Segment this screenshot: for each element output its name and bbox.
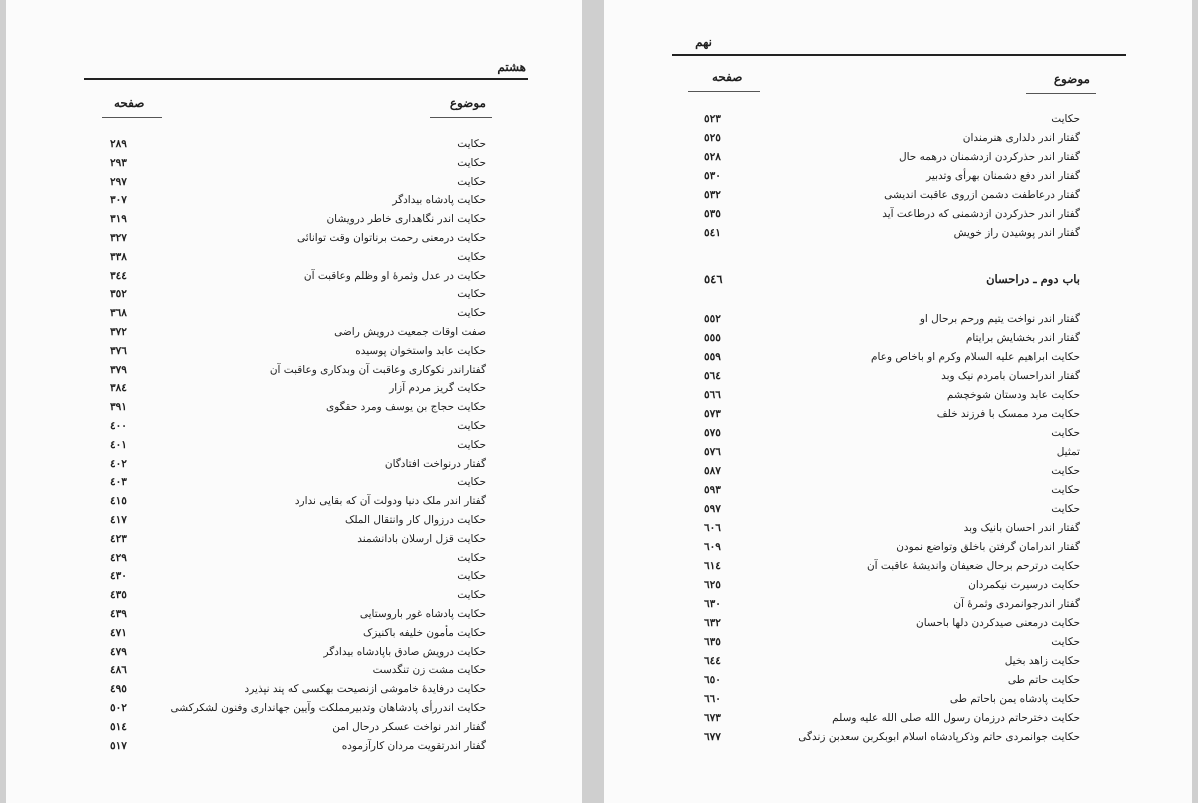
toc-entry <box>604 205 1192 223</box>
toc-entry-title: گفتار اندر نواخت عسکر درحال امن <box>332 720 486 733</box>
toc-entry <box>6 210 582 228</box>
toc-entry-title: گفتار درنواخت افتادگان <box>384 457 486 470</box>
toc-entry-page-number: ٦٣٠ <box>704 598 721 610</box>
toc-entry-title: باب دوم ـ دراحسان <box>986 272 1080 286</box>
toc-entry-page-number: ٥٣٠ <box>704 170 721 182</box>
toc-entry-title: حکایت پادشاه بیدادگر <box>392 194 486 207</box>
toc-entry <box>604 310 1192 328</box>
toc-entry <box>6 135 582 153</box>
toc-entry-page-number: ٤٣٩ <box>110 608 127 620</box>
toc-entry-title: حکایت ابراهیم علیه السلام وکرم او باخاص وعام <box>870 351 1080 363</box>
toc-entry <box>6 718 582 736</box>
toc-entry <box>6 737 582 755</box>
toc-entry-title: حکایت درمعنی صیدکردن دلها باحسان <box>915 617 1080 629</box>
toc-entry-page-number: ٥١٧ <box>110 739 127 752</box>
toc-entry-title: گفتار اندرتقویت مردان کارآزموده <box>341 739 486 752</box>
toc-entry <box>6 285 582 303</box>
toc-entry <box>604 557 1192 575</box>
toc-entry-title: گفتار اندر دلداری هنرمندان <box>962 132 1080 144</box>
toc-entry-page-number: ٦٧٣ <box>704 712 721 724</box>
toc-entry <box>604 186 1192 204</box>
toc-entry-page-number: ٥٤١ <box>704 227 721 239</box>
toc-entry-page-number: ٦٠٦ <box>704 522 721 534</box>
toc-entry-page-number: ٣٧٢ <box>110 326 127 338</box>
toc-entry-title: گفتار اندر پوشیدن راز خویش <box>953 227 1080 239</box>
toc-entry-title: حکایت <box>457 138 486 150</box>
toc-entry-page-number: ٤٢٣ <box>110 532 127 545</box>
toc-entry-page-number: ٢٩٧ <box>110 175 127 188</box>
column-heading-topic: موضوع <box>1053 72 1090 86</box>
toc-entry <box>604 405 1192 423</box>
toc-entry-page-number: ٤١٧ <box>110 514 127 526</box>
toc-list <box>604 0 1192 803</box>
toc-entry-page-number: ٤٠١ <box>110 438 127 451</box>
toc-entry-title: حکایت <box>1051 503 1080 515</box>
toc-entry-title: حکایت <box>457 438 486 451</box>
toc-entry <box>604 595 1192 613</box>
toc-entry-page-number: ٥٢٣ <box>704 113 721 125</box>
toc-entry <box>604 500 1192 518</box>
toc-entry-title: صفت اوقات جمعیت درویش راضی <box>334 326 486 338</box>
toc-entry-page-number: ٥٨٧ <box>704 465 721 477</box>
toc-entry-page-number: ٥٩٧ <box>704 503 721 515</box>
toc-entry-title: گفتار اندر احسان بانیک وبد <box>963 522 1080 534</box>
toc-entry <box>6 624 582 642</box>
toc-entry <box>6 267 582 285</box>
toc-entry-page-number: ٣١٩ <box>110 213 127 226</box>
toc-entry <box>6 605 582 623</box>
toc-entry-title: حکایت درترحم برحال ضعیفان واندیشهٔ عاقبت آن <box>866 560 1080 572</box>
toc-entry-title: حکایت مرد ممسک با فرزند خلف <box>936 408 1080 420</box>
toc-entry-title: گفتار اندرامان گرفتن باخلق وتواضع نمودن <box>896 541 1080 553</box>
toc-entry-title: گفتار درعاطفت دشمن ازروی عاقبت اندیشی <box>884 189 1080 201</box>
toc-entry-title: حکایت درویش صادق باپادشاه بیدادگر <box>323 645 486 658</box>
toc-entry <box>6 323 582 341</box>
toc-entry-title: حکایت حجاج بن یوسف ومرد حقگوی <box>326 401 486 414</box>
toc-entry <box>604 576 1192 594</box>
toc-entry-page-number: ٥٥٩ <box>704 351 721 363</box>
toc-entry-title: حکایت درمعنی رحمت برناتوان وقت توانائی <box>297 232 486 244</box>
toc-entry-page-number: ٤٩٥ <box>110 683 127 696</box>
toc-list <box>6 0 582 803</box>
toc-entry-page-number: ٦١٤ <box>704 560 721 572</box>
toc-entry-title: گفتار اندر ملک دنیا ودولت آن که بقایی ندارد <box>294 495 486 508</box>
toc-entry-title: حکایت <box>457 551 486 564</box>
toc-entry <box>604 614 1192 632</box>
toc-entry-title: حکایت قزل ارسلان بادانشمند <box>357 532 486 545</box>
toc-entry-title: حکایت پادشاه غور باروستایی <box>359 608 486 620</box>
toc-entry-page-number: ٤٠٠ <box>110 420 127 432</box>
toc-entry <box>6 398 582 416</box>
toc-entry-page-number: ٥٢٨ <box>704 151 721 163</box>
toc-entry-title: حکایت <box>457 156 486 169</box>
toc-entry <box>6 473 582 491</box>
toc-entry-page-number: ٣٥٢ <box>110 288 127 301</box>
toc-entry-title: گفتار اندر بخشایش برایتام <box>965 332 1080 344</box>
toc-entry-page-number: ٣٧٩ <box>110 363 127 376</box>
toc-entry <box>604 690 1192 708</box>
toc-entry-page-number: ٥١٤ <box>110 720 127 733</box>
toc-entry-page-number: ٦٧٧ <box>704 731 721 743</box>
toc-entry-page-number: ٤٢٩ <box>110 551 127 564</box>
toc-entry-title: حکایت <box>457 175 486 188</box>
toc-entry-page-number: ٥٦٤ <box>704 370 721 382</box>
toc-entry <box>6 379 582 397</box>
toc-entry-title: حکایت جوانمردی حاتم وذکرپادشاه اسلام ابوبکربن سعدبن زندگی <box>798 731 1080 743</box>
toc-entry <box>604 633 1192 651</box>
toc-entry <box>6 173 582 191</box>
toc-entry-page-number: ٦٣٢ <box>704 617 721 629</box>
toc-chapter-heading <box>604 270 1192 288</box>
toc-entry-page-number: ٥٥٢ <box>704 313 721 325</box>
toc-entry-page-number: ٦٥٠ <box>704 674 721 686</box>
toc-entry <box>604 462 1192 480</box>
toc-entry-page-number: ٥٤٦ <box>704 272 723 286</box>
toc-entry-title: گفتار اندر نواخت یتیم ورحم برحال او <box>919 313 1080 325</box>
left-page <box>6 0 582 803</box>
toc-entry <box>6 530 582 548</box>
toc-entry-title: حکایت <box>457 307 486 320</box>
toc-entry-page-number: ٦٠٩ <box>704 541 721 553</box>
toc-entry <box>604 424 1192 442</box>
toc-entry-title: حکایت پادشاه یمن باحاتم طی <box>949 693 1080 705</box>
toc-entry <box>6 567 582 585</box>
toc-entry-title: حکایت عابد ودستان شوخچشم <box>946 389 1080 401</box>
toc-entry <box>6 229 582 247</box>
toc-entry <box>604 110 1192 128</box>
toc-entry <box>604 129 1192 147</box>
toc-entry-title: حکایت <box>1051 427 1080 439</box>
toc-entry <box>6 154 582 172</box>
toc-entry <box>604 386 1192 404</box>
toc-entry <box>604 728 1192 746</box>
toc-entry-page-number: ٦٦٠ <box>704 693 721 705</box>
toc-entry <box>6 248 582 266</box>
toc-entry-page-number: ٣٧٦ <box>110 344 127 357</box>
toc-entry-page-number: ٦٢٥ <box>704 579 721 591</box>
toc-entry-page-number: ٣٢٧ <box>110 232 127 244</box>
toc-entry-page-number: ٣٦٨ <box>110 307 127 320</box>
toc-entry-title: گفتار اندر حذرکردن ازدشمنان درهمه حال <box>898 151 1080 163</box>
toc-entry <box>604 519 1192 537</box>
toc-entry-page-number: ٦٤٤ <box>704 655 721 667</box>
toc-entry <box>6 191 582 209</box>
toc-entry <box>6 643 582 661</box>
toc-entry <box>6 586 582 604</box>
toc-entry-title: حکایت مأمون خلیفه باکنیزک <box>362 626 486 639</box>
toc-entry <box>6 549 582 567</box>
toc-entry <box>604 367 1192 385</box>
toc-entry <box>604 443 1192 461</box>
toc-entry <box>6 304 582 322</box>
toc-entry <box>6 511 582 529</box>
toc-entry-title: گفتار اندر حذرکردن ازدشمنی که درطاعت آید <box>882 208 1080 220</box>
toc-entry-title: حکایت <box>457 250 486 263</box>
toc-entry-title: حکایت <box>1051 113 1080 125</box>
toc-entry-page-number: ٥٩٣ <box>704 484 721 496</box>
toc-entry-title: حکایت عابد واستخوان پوسیده <box>355 344 486 357</box>
toc-entry-page-number: ٤٧٩ <box>110 645 127 658</box>
toc-entry <box>604 148 1192 166</box>
toc-entry-title: حکایت اندررأی پادشاهان وتدبیرمملکت وآیین جهانداری وفنون لشکرکشی <box>170 702 486 714</box>
toc-entry-page-number: ٣٠٧ <box>110 194 127 207</box>
toc-entry-title: حکایت در عدل وثمرهٔ او وظلم وعاقبت آن <box>303 269 486 282</box>
toc-entry-title: حکایت <box>457 288 486 301</box>
toc-entry <box>6 699 582 717</box>
toc-entry-title: حکایت گریز مردم آزار <box>389 382 486 395</box>
toc-entry <box>604 224 1192 242</box>
toc-entry-title: گفتار اندراحسان بامردم نیک وبد <box>941 370 1080 382</box>
toc-entry-title: حکایت زاهد بخیل <box>1004 655 1080 667</box>
toc-entry-title: حکایت <box>457 570 486 583</box>
toc-entry-title: حکایت مشت زن تنگدست <box>372 664 486 677</box>
toc-entry-page-number: ٥٧٥ <box>704 427 721 439</box>
toc-entry-title: گفتار اندرجوانمردی وثمرهٔ آن <box>953 598 1080 610</box>
toc-entry-title: حکایت <box>457 589 486 602</box>
toc-entry <box>604 538 1192 556</box>
toc-entry-page-number: ٤٧١ <box>110 626 127 639</box>
toc-entry-title: تمثیل <box>1056 446 1080 458</box>
toc-entry-title: حکایت <box>457 420 486 432</box>
toc-entry-page-number: ٥٣٥ <box>704 208 721 220</box>
toc-entry-page-number: ٤٠٢ <box>110 457 127 470</box>
toc-entry-page-number: ٥٢٥ <box>704 132 721 144</box>
column-heading-topic: موضوع <box>449 96 486 110</box>
toc-entry <box>6 680 582 698</box>
toc-entry-page-number: ٥٠٢ <box>110 702 127 714</box>
toc-entry <box>6 455 582 473</box>
toc-entry-page-number: ٢٩٣ <box>110 156 127 169</box>
column-heading-page: صفحه <box>114 96 145 110</box>
toc-entry-page-number: ٥٦٦ <box>704 389 721 401</box>
toc-entry-title: گفتار اندر دفع دشمنان بهرأی وتدبیر <box>926 170 1080 182</box>
toc-entry-page-number: ٤١٥ <box>110 495 127 508</box>
toc-entry-title: حکایت حاتم طی <box>1007 674 1080 686</box>
toc-entry <box>604 709 1192 727</box>
toc-entry-page-number: ٢٨٩ <box>110 138 127 150</box>
toc-entry-page-number: ٥٥٥ <box>704 332 721 344</box>
toc-entry-page-number: ٦٣٥ <box>704 636 721 648</box>
toc-entry-page-number: ٤٣٠ <box>110 570 127 583</box>
toc-entry <box>6 436 582 454</box>
toc-entry <box>604 481 1192 499</box>
toc-entry-title: حکایت <box>1051 484 1080 496</box>
toc-entry-title: حکایت درزوال کار وانتقال الملک <box>344 514 486 526</box>
toc-entry-page-number: ٤٣٥ <box>110 589 127 602</box>
toc-entry-title: حکایت اندر نگاهداری خاطر درویشان <box>326 213 486 226</box>
toc-entry <box>604 652 1192 670</box>
toc-entry-title: حکایت درفایدهٔ خاموشی ازنصیحت بهکسی که پند نپذیرد <box>244 683 486 696</box>
toc-entry <box>604 329 1192 347</box>
toc-entry-title: حکایت <box>1051 465 1080 477</box>
right-page <box>604 0 1192 803</box>
toc-entry-page-number: ٣٨٤ <box>110 382 127 395</box>
toc-entry-page-number: ٥٧٦ <box>704 446 721 458</box>
toc-entry <box>604 348 1192 366</box>
toc-entry-page-number: ٣٩١ <box>110 401 127 414</box>
toc-entry-page-number: ٥٣٢ <box>704 189 721 201</box>
toc-entry <box>604 671 1192 689</box>
toc-entry-title: حکایت <box>1051 636 1080 648</box>
toc-entry-title: حکایت <box>457 476 486 489</box>
toc-entry-title: حکایت دخترحاتم درزمان رسول الله صلی الله علیه وسلم <box>832 712 1080 724</box>
toc-entry <box>6 361 582 379</box>
toc-entry-title: حکایت درسیرت نیکمردان <box>968 579 1080 591</box>
toc-entry-page-number: ٣٤٤ <box>110 269 127 282</box>
toc-entry <box>6 661 582 679</box>
toc-entry <box>6 492 582 510</box>
page-header: هشتم <box>497 60 526 74</box>
toc-entry-title: گفتاراندر نکوکاری وعاقبت آن وبدکاری وعاقبت آن <box>269 363 486 376</box>
column-heading-page: صفحه <box>712 70 743 84</box>
toc-entry-page-number: ٤٠٣ <box>110 476 127 489</box>
toc-entry-page-number: ٤٨٦ <box>110 664 127 677</box>
toc-entry-page-number: ٣٣٨ <box>110 250 127 263</box>
page-header: نهم <box>695 35 712 49</box>
toc-entry <box>604 167 1192 185</box>
toc-entry-page-number: ٥٧٣ <box>704 408 721 420</box>
toc-entry <box>6 417 582 435</box>
toc-entry <box>6 342 582 360</box>
